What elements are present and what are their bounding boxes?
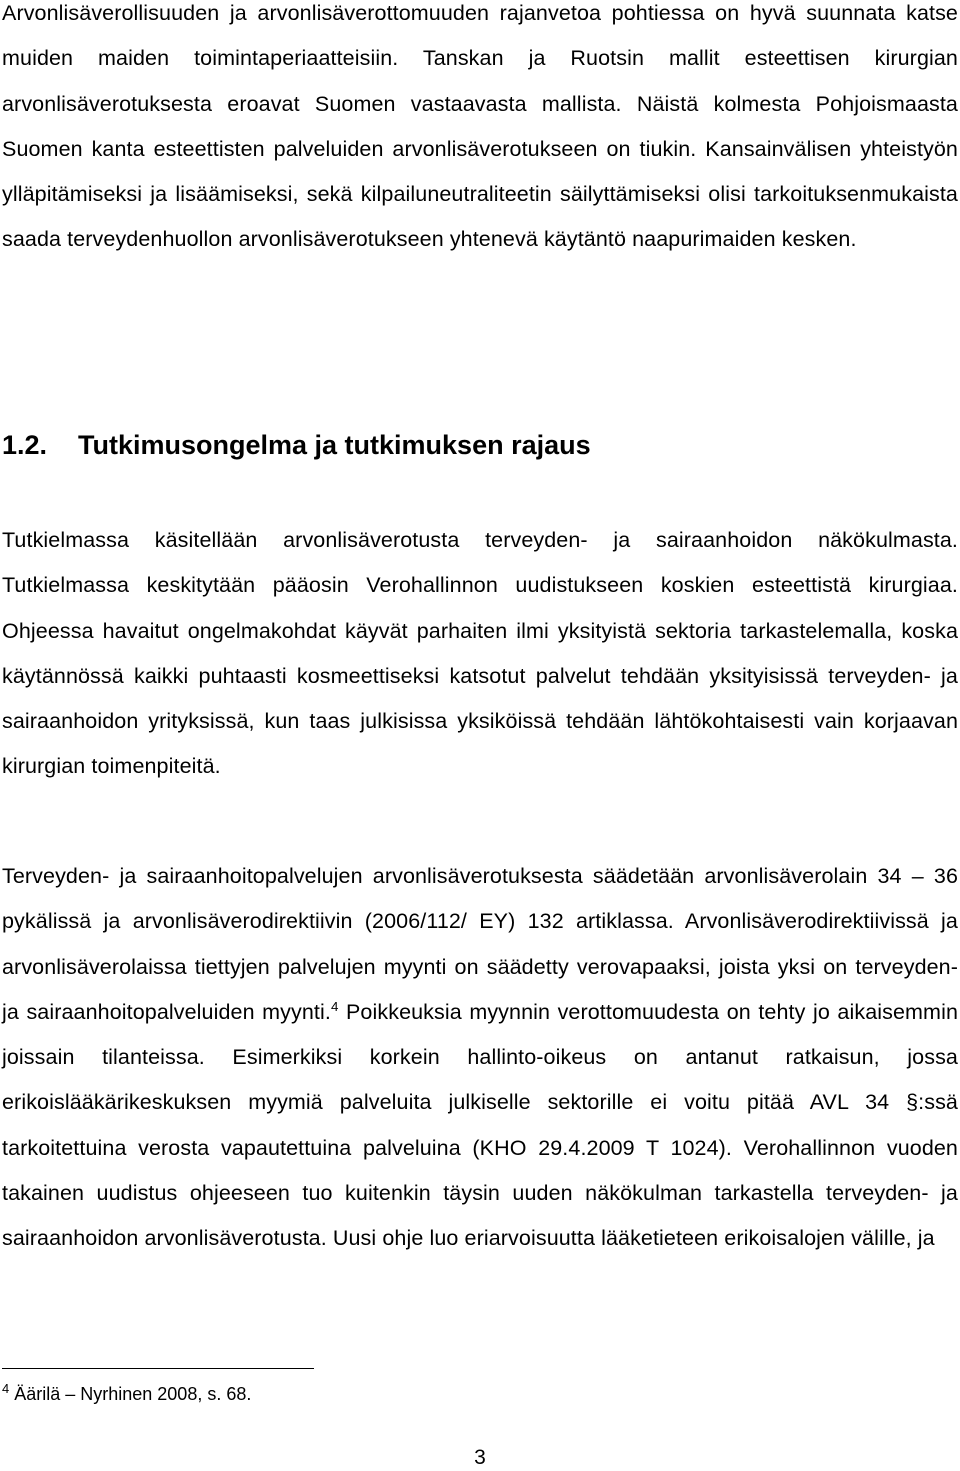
paragraph-vat-legislation <box>2 854 958 1262</box>
footnote <box>2 1380 251 1408</box>
section-title: Tutkimusongelma ja tutkimuksen rajaus <box>78 430 591 460</box>
section-heading <box>2 428 958 462</box>
footnote-separator <box>2 1368 314 1369</box>
footnote-marker: 4 <box>2 1380 10 1396</box>
section-number: 1.2. <box>2 430 48 460</box>
paragraph-research-scope: Tutkielmassa käsitellään arvonlisäverotusta terveyden- ja sairaanhoidon näkökulmasta. Tutkielmassa keskitytään pääosin Verohallinnon uudistukseen koskien esteettistä kirurgiaa. Ohjeessa havaitut ongelmakohdat käyvät parhaiten ilmi yksityistä sektoria tarkastelemalla, koska käytännössä kaikki puhtaasti kosmeettiseksi katsotut palvelut tehdään yksityisissä terveyden- ja sairaanhoidon yrityksissä, kun taas julkisissa yksiköissä tehdään lähtökohtaisesti vain korjaavan kirurgian toimenpiteitä. <box>2 528 958 779</box>
paragraph-text-part-1: Terveyden- ja sairaanhoitopalvelujen arvonlisäverotuksesta säädetään arvonlisäverolain 34 – 36 pykälissä ja arvonlisäverodirektiivin (2006/112/ EY) 132 artiklassa. Arvonlisäverodirektiivissä ja arvonlisäverolaissa tiettyjen palvelujen myynti on säädetty verovapaaksi, joista yksi on terveyden- ja sairaanhoitopalveluiden myynti. <box>2 864 958 1024</box>
footnote-text: Äärilä – Nyrhinen 2008, s. 68. <box>9 1384 252 1404</box>
paragraph-nordic-comparison: Arvonlisäverollisuuden ja arvonlisäverottomuuden rajanvetoa pohtiessa on hyvä suunnata katse muiden maiden toimintaperiaatteisiin. Tanskan ja Ruotsin mallit esteettisen kirurgian arvonlisäverotuksesta eroavat Suomen vastaavasta mallista. Näistä kolmesta Pohjoismaasta Suomen kanta esteettisten palveluiden arvonlisäverotukseen on tiukin. Kansainvälisen yhteistyön ylläpitämiseksi ja lisäämiseksi, sekä kilpailuneutraliteetin säilyttämiseksi olisi tarkoituksenmukaista saada terveydenhuollon arvonlisäverotukseen yhtenevä käytäntö naapurimaiden kesken. <box>2 1 958 252</box>
paragraph-text-part-2: Poikkeuksia myynnin verottomuudesta on tehty jo aikaisemmin joissain tilanteissa. Esimerkiksi korkein hallinto-oikeus on antanut ratkaisun, jossa erikoislääkärikeskuksen myymiä palveluita julkiselle sektorille ei voitu pitää AVL 34 §:ssä tarkoitettuina verosta vapautettuina palveluina (KHO 29.4.2009 T 1024). Verohallinnon vuoden takainen uudistus ohjeeseen tuo kuitenkin täysin uuden näkökulman tarkastella terveyden- ja sairaanhoidon arvonlisäverotusta. Uusi ohje luo eriarvoisuutta lääketieteen erikoisalojen välille, ja <box>2 999 959 1251</box>
page-number: 3 <box>474 1446 486 1469</box>
footnote-reference: 4 <box>330 998 339 1014</box>
